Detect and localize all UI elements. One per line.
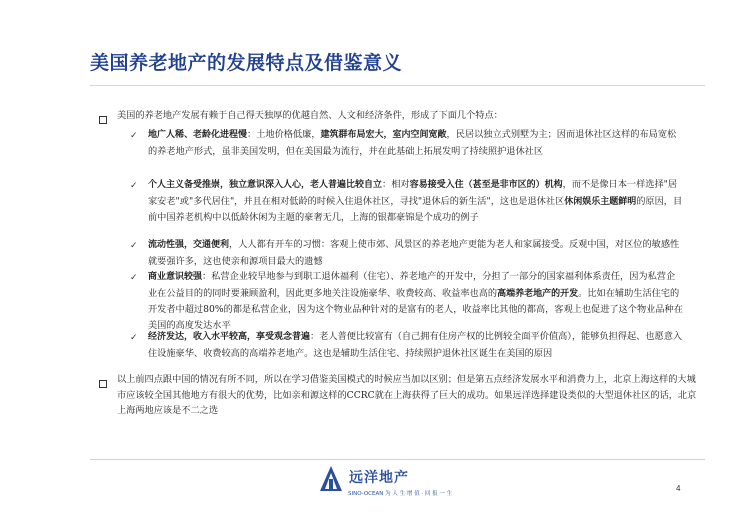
point-4-text: 商业意识较强：私营企业较早地参与到职工退休福利（住宅）、养老地产的开发中，分担了一部分的国家福利体系责任，因为私营企业在公益目的的同时要兼顾盈利，因此更多地关注设施豪华、收费较高、收益率也高的高端养老地产的开发。比如在辅助生活住宅的开发者中超过80%的都是私营企业，因为这个物业品种针对的是富有的老人，收益率比其他的都高，客观上也促进了这个物业品种在美国的高度发达水平 (148, 271, 683, 331)
check-bullet-icon: ✓ (130, 241, 138, 251)
square-bullet-icon (99, 380, 107, 388)
point-1-highlight-2: 建筑群布局宏大，室内空间宽敞 (320, 130, 447, 140)
point-2-highlight-1: 个人主义备受推崇，独立意识深入人心，老人普遍比较自立 (148, 180, 383, 190)
check-bullet-icon: ✓ (130, 333, 138, 343)
point-3-text: 流动性强，交通便利，人人都有开车的习惯：客观上使市郊、风景区的养老地产更能为老人和家属接受。反观中国，对区位的敏感性就要强许多，这也使亲和源项目最大的遗憾 (148, 239, 680, 267)
conclusion-text: 以上前四点跟中国的情况有所不同，所以在学习借鉴美国模式的时候应当加以区别；但是第五点经济发展水平和消费力上，北京上海这样的大城市应该较全国其他地方有很大的优势，比如亲和源这样的CCRC就在上海获得了巨大的成功。如果远洋选择建设类似的大型退休社区的话，北京上海两地应该是不二之选 (117, 374, 697, 417)
point-2-text: 个人主义备受推崇，独立意识深入人心，老人普遍比较自立：相对容易接受入住（甚至是非市区的）机构，而不是像日本一样选择"居家安老"或"多代居住"，并且在相对低龄的时候入住退休社区，寻找"退休后的新生活"，这也是退休社区休闲娱乐主题鲜明的原因，目前中国养老机构中以低龄休闲为主题的豪奢无几，上海的银都豪锦是个成功的例子 (148, 179, 683, 224)
point-5-text: 经济发达，收入水平较高，享受观念普遍：老人普便比较富有（自己拥有住房产权的比例较全面平价值高），能够负担得起、也愿意入住设施豪华、收费较高的高端养老地产。这也是辅助生活住宅、持续照护退休社区诞生在美国的原因 (148, 331, 683, 359)
title-divider (90, 85, 705, 86)
square-bullet-icon (99, 116, 107, 124)
point-4-highlight-2: 高端养老地产的开发 (497, 288, 579, 299)
point-1-text: 地广人稀、老龄化进程慢：土地价格低廉，建筑群布局宏大，室内空间宽敞，民居以独立式别墅为主；因而退休社区这样的布局宽松的养老地产形式，虽非美国发明，但在美国最为流行，并在此基础上拓展发明了持续照护退休社区 (148, 129, 677, 157)
point-5-highlight-1: 经济发达，收入水平较高，享受观念普遍 (148, 332, 311, 342)
logo-chinese-name: 远洋地产 (349, 470, 409, 486)
logo-slogan: SINO-OCEAN 为 人 生 增 值 · 回 报 一 生 (348, 491, 453, 497)
check-bullet-icon: ✓ (130, 131, 138, 141)
check-bullet-icon: ✓ (130, 273, 138, 283)
page-number: 4 (676, 484, 681, 493)
point-2-highlight-2: 容易接受入住（甚至是非市区的）机构 (409, 180, 563, 190)
page-title: 美国养老地产的发展特点及借鉴意义 (90, 52, 403, 74)
company-logo (318, 465, 453, 501)
check-bullet-icon: ✓ (130, 181, 138, 191)
intro-text: 美国的养老地产发展有赖于自己得天独厚的优越自然、人文和经济条件，形成了下面几个特点： (117, 110, 503, 121)
footer-divider (90, 459, 705, 460)
point-2-highlight-3: 休闲娱乐主题鲜明 (564, 196, 637, 207)
point-1-highlight-1: 地广人稀、老龄化进程慢 (148, 130, 248, 140)
sino-ocean-logo-icon (318, 465, 344, 495)
point-3-highlight-1: 流动性强，交通便利 (148, 240, 230, 250)
point-4-highlight-1: 商业意识较强 (148, 272, 203, 282)
